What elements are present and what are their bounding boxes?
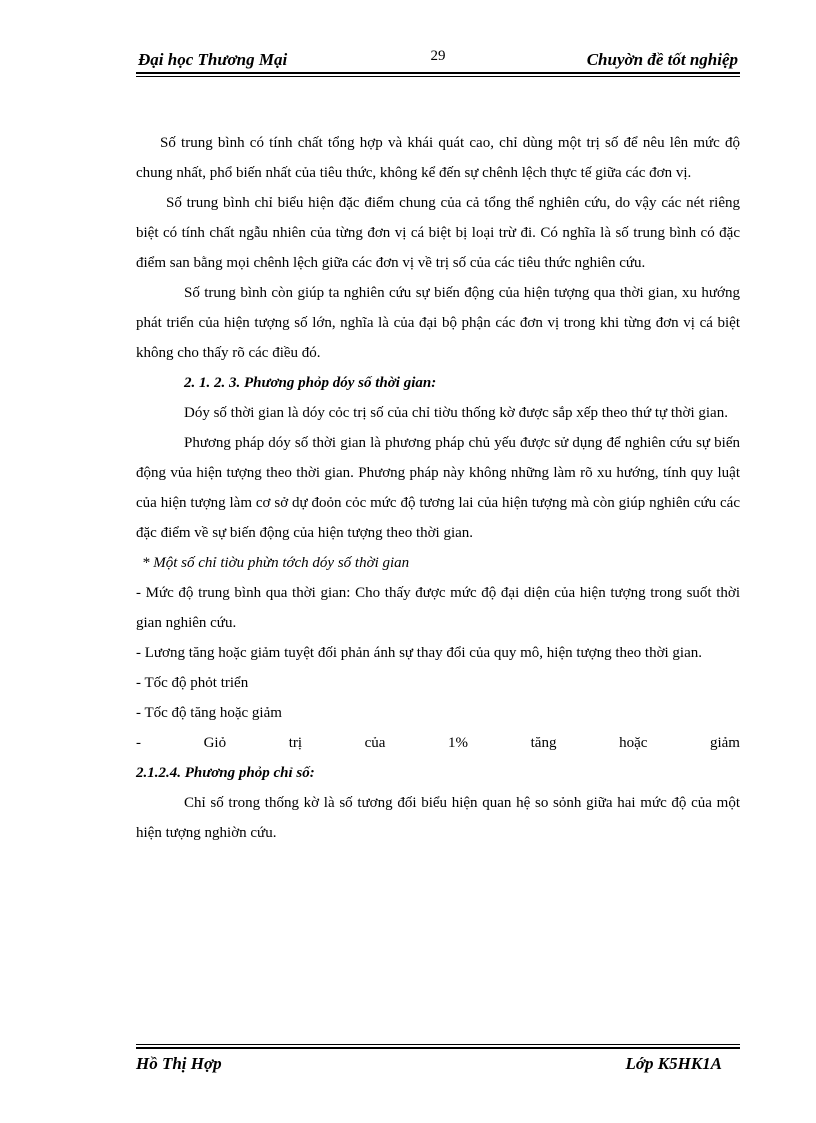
list-item-4: - Tốc độ tăng hoặc giảm xyxy=(136,705,282,721)
paragraph-6: Chỉ số trong thống kờ là số tương đối biểu hiện quan hệ so sỏnh giữa hai mức độ của một hiện tượng nghiờn cứu. xyxy=(136,795,740,841)
page-footer xyxy=(136,1054,740,1080)
list-item-5-word: trị xyxy=(288,735,303,751)
header-university: Đại học Thương Mại xyxy=(138,50,288,69)
list-item-5-word: giảm xyxy=(709,735,740,751)
list-item-5 xyxy=(136,728,740,758)
list-item-5-word: - xyxy=(136,735,141,751)
footer-rule-thin xyxy=(136,1044,740,1045)
footer-author: Hồ Thị Hợp xyxy=(136,1054,222,1073)
header-doc-type: Chuyờn đề tốt nghiệp xyxy=(586,50,738,69)
section-heading-2124: 2.1.2.4. Phương phỏp chỉ số: xyxy=(136,765,315,781)
subheading-indicators: * Một số chỉ tiờu phừn tớch dóy số thời gian xyxy=(142,555,410,571)
paragraph-3: Số trung bình còn giúp ta nghiên cứu sự biến động của hiện tượng qua thời gian, xu hướng phát triển của hiện tượng số lớn, nghĩa là của đại bộ phận các đơn vị trong khi từng đơn vị cá biệt không cho thấy rõ các điều đó. xyxy=(136,285,740,361)
paragraph-1: Số trung bình có tính chất tổng hợp và khái quát cao, chỉ dùng một trị số để nêu lên mức độ chung nhất, phổ biến nhất của tiêu thức, không kể đến sự chênh lệch thực tế giữa các đơn vị. xyxy=(136,135,740,181)
list-item-1: - Mức độ trung bình qua thời gian: Cho thấy được mức độ đại diện của hiện tượng trong suốt thời gian nghiên cứu. xyxy=(136,585,740,631)
footer-rule-thick xyxy=(136,1047,740,1049)
list-item-5-word: hoặc xyxy=(619,735,648,751)
paragraph-5: Phương pháp dóy số thời gian là phương pháp chủ yếu được sử dụng để nghiên cứu sự biến động vủa hiện tượng theo thời gian. Phương pháp này không những làm rõ xu hướng, tính quy luật của hiện tượng làm cơ sở dự đoỏn cỏc mức độ tương lai của hiện tượng mà còn giúp nghiên cứu các đặc điểm về sự biến động của hiện tượng theo thời gian. xyxy=(136,435,740,541)
list-item-5-word: Giỏ xyxy=(203,735,227,751)
list-item-3: - Tốc độ phỏt triển xyxy=(136,675,249,691)
header-rule-thick xyxy=(136,72,740,74)
paragraph-2: Số trung bình chỉ biểu hiện đặc điểm chung của cả tổng thể nghiên cứu, do vậy các nét riêng biệt có tính chất ngẫu nhiên của từng đơn vị cá biệt bị loại trừ đi. Có nghĩa là số trung bình có đặc điểm san bằng mọi chênh lệch giữa các đơn vị về trị số của các tiêu thức nghiên cứu. xyxy=(136,195,740,271)
list-item-2: - Lương tăng hoặc giảm tuyệt đối phản ánh sự thay đổi của quy mô, hiện tượng theo thời gian. xyxy=(136,645,702,661)
footer-class: Lớp K5HK1A xyxy=(625,1054,722,1073)
page-header xyxy=(136,46,740,72)
list-item-5-word: 1% xyxy=(448,735,469,751)
paragraph-4: Dóy số thời gian là dóy cỏc trị số của chỉ tiờu thống kờ được sắp xếp theo thứ tự thời gian. xyxy=(184,405,728,421)
list-item-5-word: tăng xyxy=(530,735,557,751)
list-item-5-word: của xyxy=(364,735,386,751)
document-body xyxy=(136,128,740,848)
header-rule-thin xyxy=(136,76,740,77)
section-heading-2123: 2. 1. 2. 3. Phương phỏp dóy số thời gian: xyxy=(184,375,437,391)
page-number: 29 xyxy=(430,48,446,64)
